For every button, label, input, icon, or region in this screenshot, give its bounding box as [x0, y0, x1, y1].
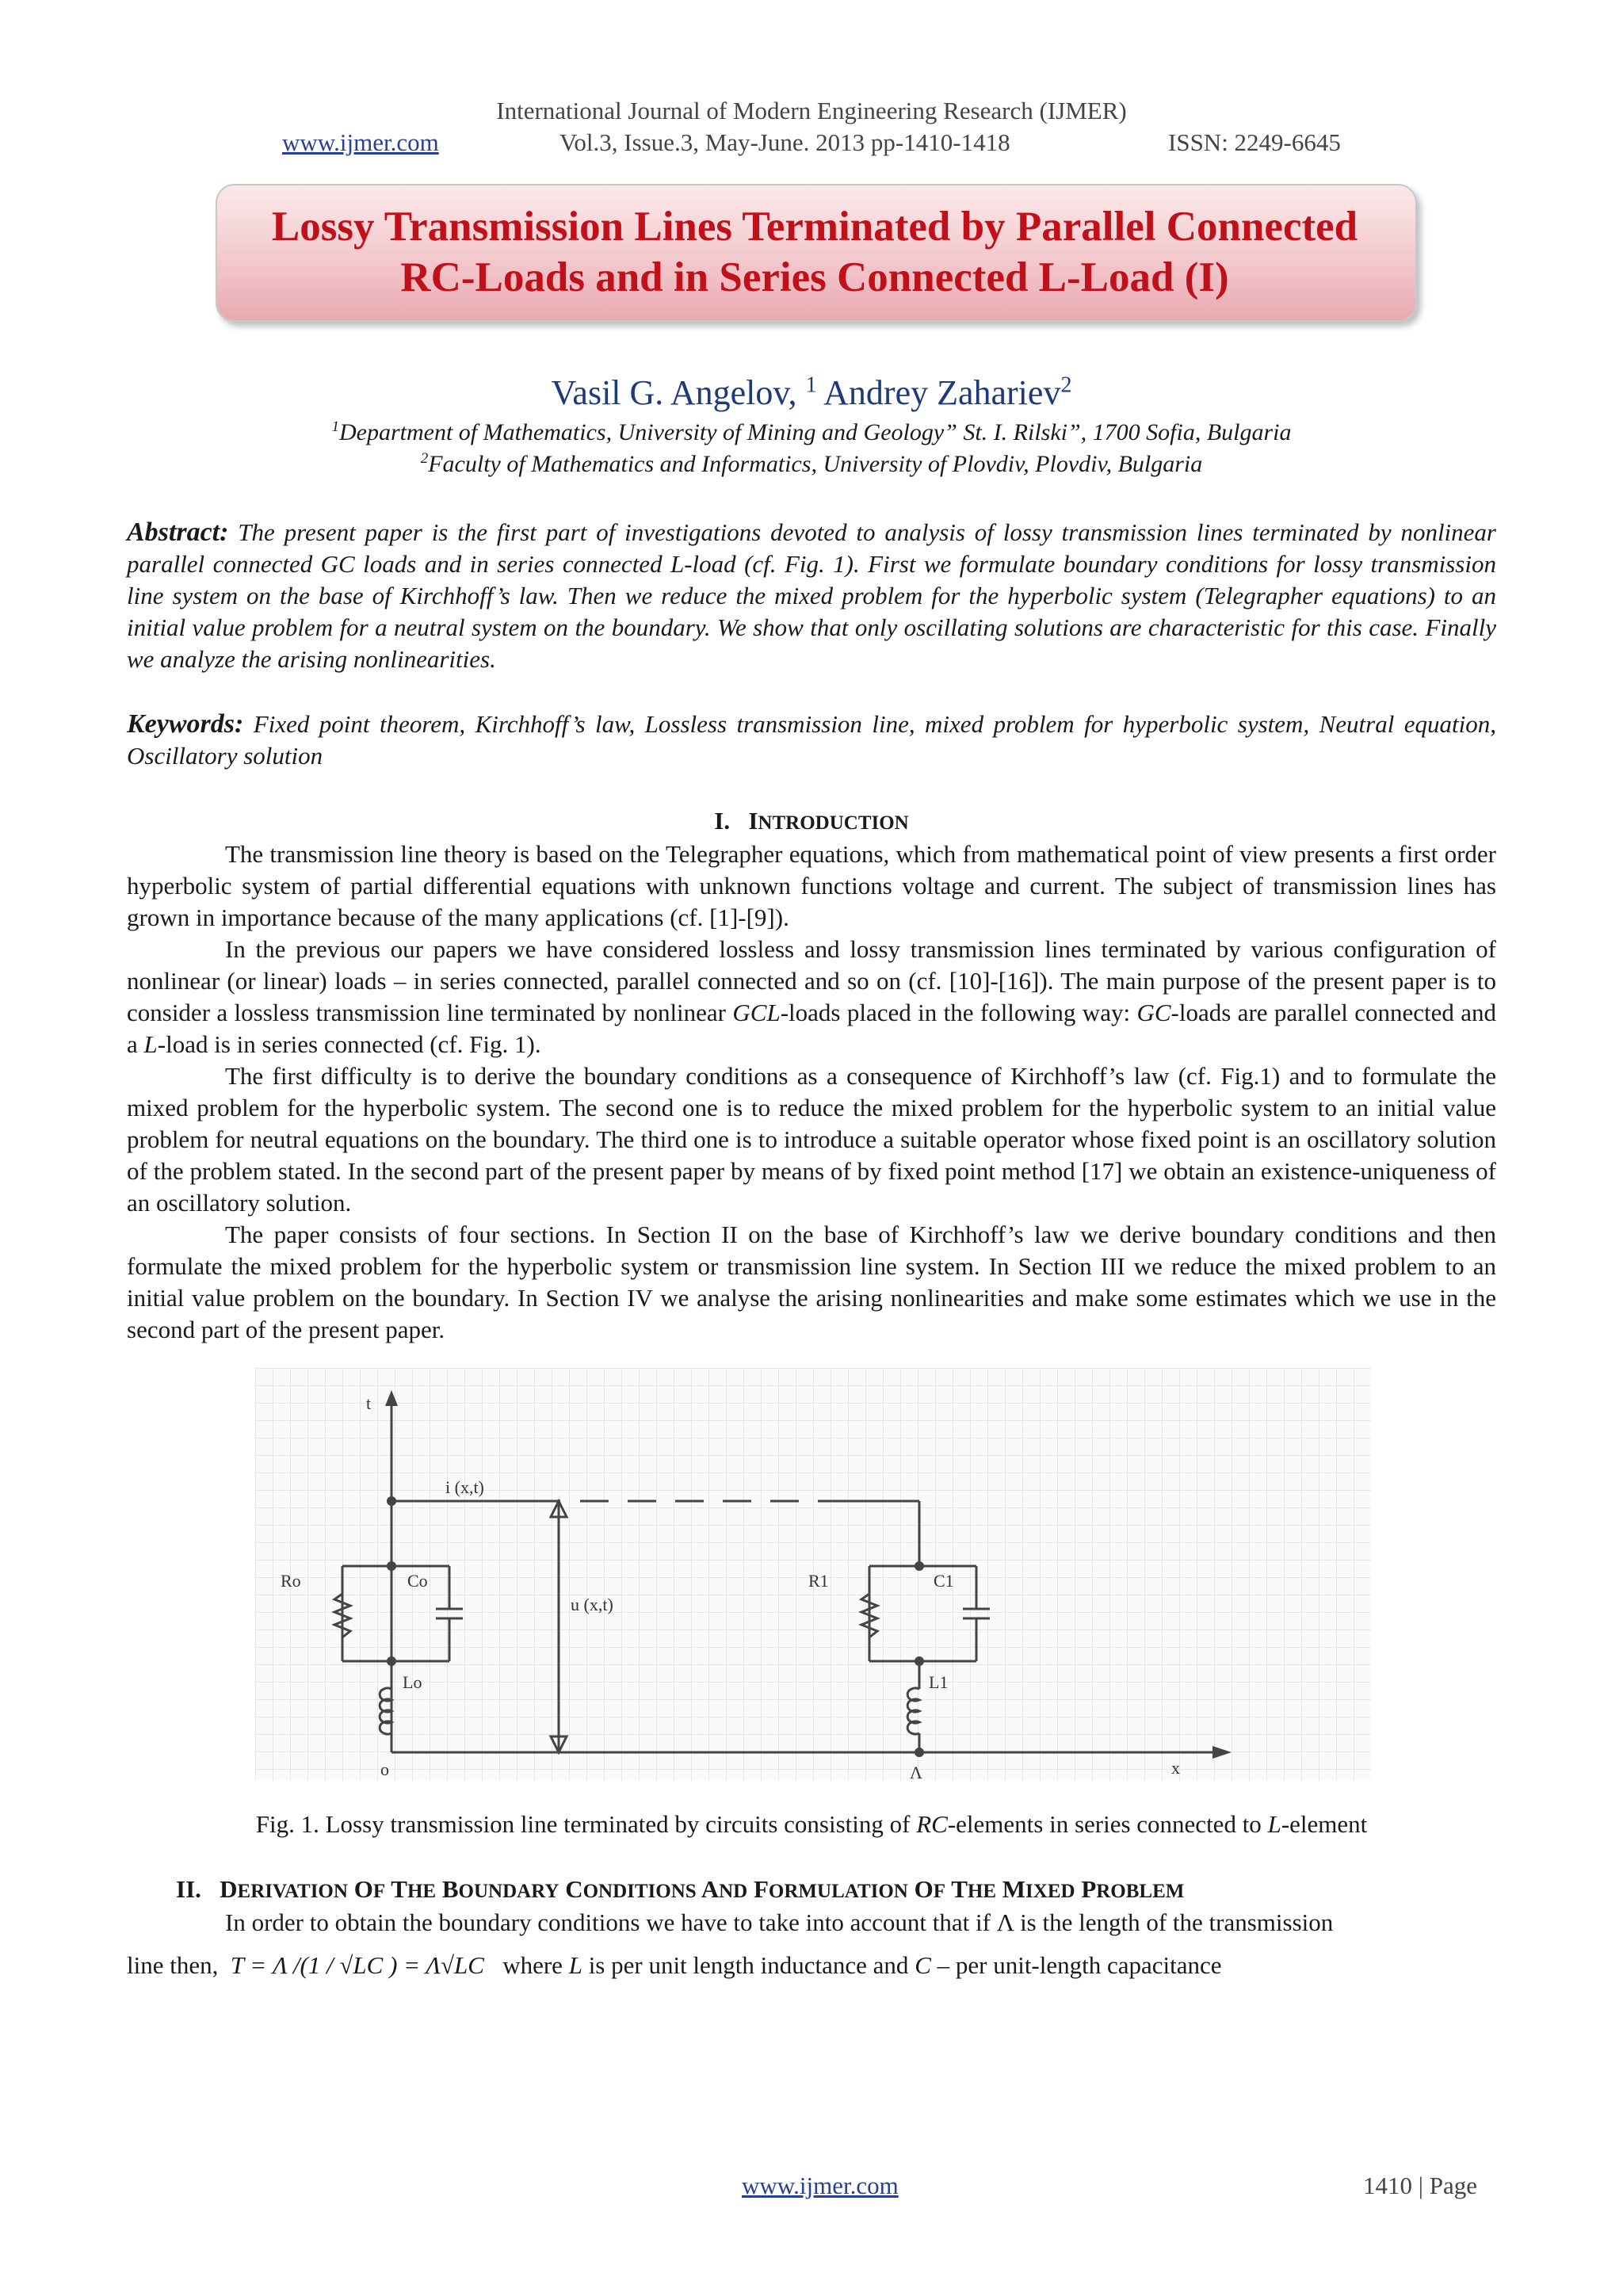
affiliation-1-text: Department of Mathematics, University of Mining and Geology” St. I. Rilski”, 1700 Sofia, Bulgaria [338, 419, 1292, 445]
x-axis-arrow [1212, 1746, 1232, 1759]
title-line-1: Lossy Transmission Lines Terminated by Parallel Connected [271, 204, 1358, 250]
section-2-word-rest: IXED [1025, 1881, 1075, 1902]
affiliation-1-sup: 1 [331, 418, 339, 435]
label-c1: C1 [934, 1571, 954, 1591]
section-2-word [915, 1875, 945, 1903]
paragraph-2 [127, 934, 1496, 1060]
paragraph-3: The first difficulty is to derive the boundary conditions as a consequence of Kirchhoff’s law (cf. Fig.1) and to formulate the mixed problem for the hyperbolic system. The second one is to reduce the mixed problem for the hyperbolic system to an initial value problem for neutral equations on the boundary. The third one is to introduce a suitable operator whose fixed point is an oscillatory solution of the problem stated. In the second part of the present paper by means of by fixed point method [17] we obtain an existence-uniqueness of an oscillatory solution. [127, 1062, 1496, 1217]
section-1-rest: NTRODUCTION [758, 812, 909, 834]
section-2-word-cap: F [753, 1875, 769, 1903]
abstract [127, 517, 1496, 675]
affiliation-2-text: Faculty of Mathematics and Informatics, University of Plovdiv, Plovdiv, Bulgaria [428, 451, 1203, 477]
label-u: u (x,t) [571, 1595, 613, 1614]
section-2-word-rest: ND [719, 1881, 748, 1902]
circuit-diagram [255, 1368, 1371, 1780]
label-r1: R1 [808, 1571, 829, 1591]
figure-1 [255, 1368, 1371, 1780]
node-left-rc-bottom [387, 1656, 396, 1666]
section-2-word-cap: O [914, 1875, 934, 1903]
paragraph-2-f: L [143, 1030, 158, 1058]
journal-name: International Journal of Modern Engineering Research (IJMER) [496, 97, 1127, 124]
section-2-word-rest: ROBLEM [1096, 1881, 1185, 1902]
section-1-number: I. [714, 807, 731, 835]
caption-a: Fig. 1. Lossy transmission line terminated by circuits consisting of [255, 1810, 911, 1838]
paper-title [216, 201, 1414, 303]
section-2-word-rest: ERIVATION [237, 1881, 348, 1902]
section-2-word-rest: OUNDARY [458, 1881, 559, 1902]
author-2: Andrey Zahariev [823, 373, 1061, 412]
label-o: o [380, 1759, 389, 1779]
affiliation-2 [0, 450, 1623, 478]
node-left-top [387, 1496, 396, 1506]
section-2-word-cap: P [1081, 1875, 1097, 1903]
author-1-sup: 1 [805, 372, 817, 398]
authors [0, 372, 1623, 413]
page-number: 1410 | Page [1363, 2172, 1477, 2199]
caption-e: -element [1281, 1810, 1368, 1838]
header-issn: ISSN: 2249-6645 [1168, 128, 1341, 156]
section-2-word [701, 1875, 748, 1903]
label-ro: Ro [281, 1571, 301, 1591]
t-axis-arrow [385, 1390, 398, 1406]
line-end-a: where [502, 1951, 563, 1979]
label-lambda: Λ [910, 1763, 922, 1780]
section-2-word-cap: C [565, 1875, 583, 1903]
title-line-2: RC-Loads and in Series Connected L-Load (I) [400, 254, 1229, 300]
affiliation-2-sup: 2 [420, 450, 429, 467]
caption-b: RC [916, 1810, 948, 1838]
paragraph-2-c: -loads placed in the following way: [780, 999, 1131, 1026]
label-co: Co [407, 1571, 428, 1591]
section-2-word [1002, 1875, 1075, 1903]
paragraph-2-a: In the previous our papers we have considered lossless and lossy transmission lines terminated by various configuration of nonlinear (or linear) loads – in series connected, parallel connected and so on (cf. [10]-[16]). The main purpose of the present paper is to consider a lossless transmission line terminated by nonlinear [127, 935, 1496, 1026]
footer-website-link[interactable]: www.ijmer.com [742, 2172, 899, 2199]
section-2-word [442, 1875, 559, 1903]
section-2-word [1081, 1875, 1184, 1903]
section-2-word-cap: M [1002, 1875, 1026, 1903]
section-2-para-text: In order to obtain the boundary conditions we have to take into account that if Λ is the length of the transmission [225, 1908, 1334, 1936]
affiliation-1 [0, 418, 1623, 446]
header-volume: Vol.3, Issue.3, May-June. 2013 pp-1410-1418 [559, 128, 1010, 156]
section-2-heading [176, 1875, 1184, 1904]
section-1-initial: I [748, 807, 758, 835]
header-website-link[interactable]: www.ijmer.com [282, 128, 439, 156]
paragraph-2-b: GCL [732, 999, 781, 1026]
section-2-word [220, 1875, 348, 1903]
paragraph-2-d: GC [1136, 999, 1171, 1026]
keywords [127, 709, 1496, 772]
section-2-word-cap: A [701, 1875, 720, 1903]
line-start: line then, [127, 1951, 219, 1979]
label-lo: Lo [403, 1672, 422, 1692]
line-end-e: – per unit-length capacitance [937, 1951, 1222, 1979]
paragraph-2-e: -loads are parallel connected and a [127, 999, 1497, 1058]
section-2-word [391, 1875, 436, 1903]
author-1: Vasil G. Angelov, [551, 373, 797, 412]
section-2-word-cap: T [951, 1875, 968, 1903]
section-2-word [754, 1875, 908, 1903]
section-1-body [127, 839, 1496, 1346]
section-2-title [220, 1875, 1184, 1903]
l1-inductor [907, 1688, 919, 1734]
author-2-sup: 2 [1060, 372, 1072, 398]
caption-c: -elements in series connected to [947, 1810, 1262, 1838]
section-2-word-rest: HE [407, 1881, 437, 1902]
caption-d: L [1267, 1810, 1281, 1838]
section-2-word-rest: F [933, 1881, 946, 1902]
abstract-text: The present paper is the first part of investigations devoted to analysis of lossy transmission lines terminated by nonlinear parallel connected GC loads and in series connected L-load (cf. Fig. 1). First we formulate boundary conditions for lossy transmission line system on the base of Kirchhoff’s law. Then we reduce the mixed problem for the hyperbolic system (Telegrapher equations) to an initial value problem for a neutral system on the boundary. We show that only oscillating solutions are characteristic for this case. Finally we analyze the arising nonlinearities. [127, 518, 1496, 673]
section-2-word-cap: D [220, 1875, 238, 1903]
paragraph-2-g: -load is in series connected (cf. Fig. 1). [157, 1030, 541, 1058]
line-end-d: C [915, 1951, 931, 1979]
section-2-word-cap: B [441, 1875, 459, 1903]
lo-inductor [380, 1688, 391, 1734]
section-2-word-cap: O [353, 1875, 373, 1903]
section-2-word-cap: T [391, 1875, 407, 1903]
section-1-heading [0, 807, 1623, 835]
figure-1-caption [0, 1810, 1623, 1839]
node-right-rc-top [915, 1561, 924, 1571]
paragraph-4: The paper consists of four sections. In Section II on the base of Kirchhoff’s law we derive boundary conditions and then formulate the mixed problem for the hyperbolic system or transmission line system. In Section III we reduce the mixed problem to an initial value problem on the boundary. In Section IV we analyse the arising nonlinearities and make some estimates which we use in the second part of the present paper. [127, 1221, 1496, 1343]
node-right-bottom [915, 1748, 924, 1757]
section-2-word [951, 1875, 996, 1903]
label-i: i (x,t) [445, 1477, 484, 1497]
keywords-label: Keywords: [127, 709, 244, 739]
formula: T = Λ /(1 / √LC ) = Λ√LC [230, 1951, 484, 1979]
label-t: t [366, 1393, 372, 1413]
node-left-rc-top [387, 1561, 396, 1571]
section-2-word-rest: ORMULATION [768, 1881, 908, 1902]
label-x: x [1171, 1758, 1180, 1778]
section-2-formula-line [127, 1951, 1496, 1980]
section-2-para [127, 1907, 1496, 1939]
keywords-text: Fixed point theorem, Kirchhoff’s law, Lossless transmission line, mixed problem for hyperbolic system, Neutral equation, Oscillatory solution [127, 710, 1496, 770]
abstract-label: Abstract: [127, 518, 229, 547]
section-2-word-rest: HE [967, 1881, 997, 1902]
line-end-c: is per unit length inductance and [588, 1951, 909, 1979]
node-right-rc-bottom [915, 1656, 924, 1666]
label-l1: L1 [929, 1672, 949, 1692]
section-2-word-rest: F [372, 1881, 386, 1902]
section-2-number: II. [176, 1875, 201, 1903]
section-2-word [565, 1875, 696, 1903]
section-2-word-rest: ONDITIONS [582, 1881, 697, 1902]
line-end-b: L [568, 1951, 582, 1979]
paragraph-1: The transmission line theory is based on the Telegrapher equations, which from mathematical point of view presents a first order hyperbolic system of partial differential equations with unknown functions voltage and current. The subject of transmission lines has grown in importance because of the many applications (cf. [1]-[9]). [127, 840, 1496, 931]
section-2-word [354, 1875, 385, 1903]
